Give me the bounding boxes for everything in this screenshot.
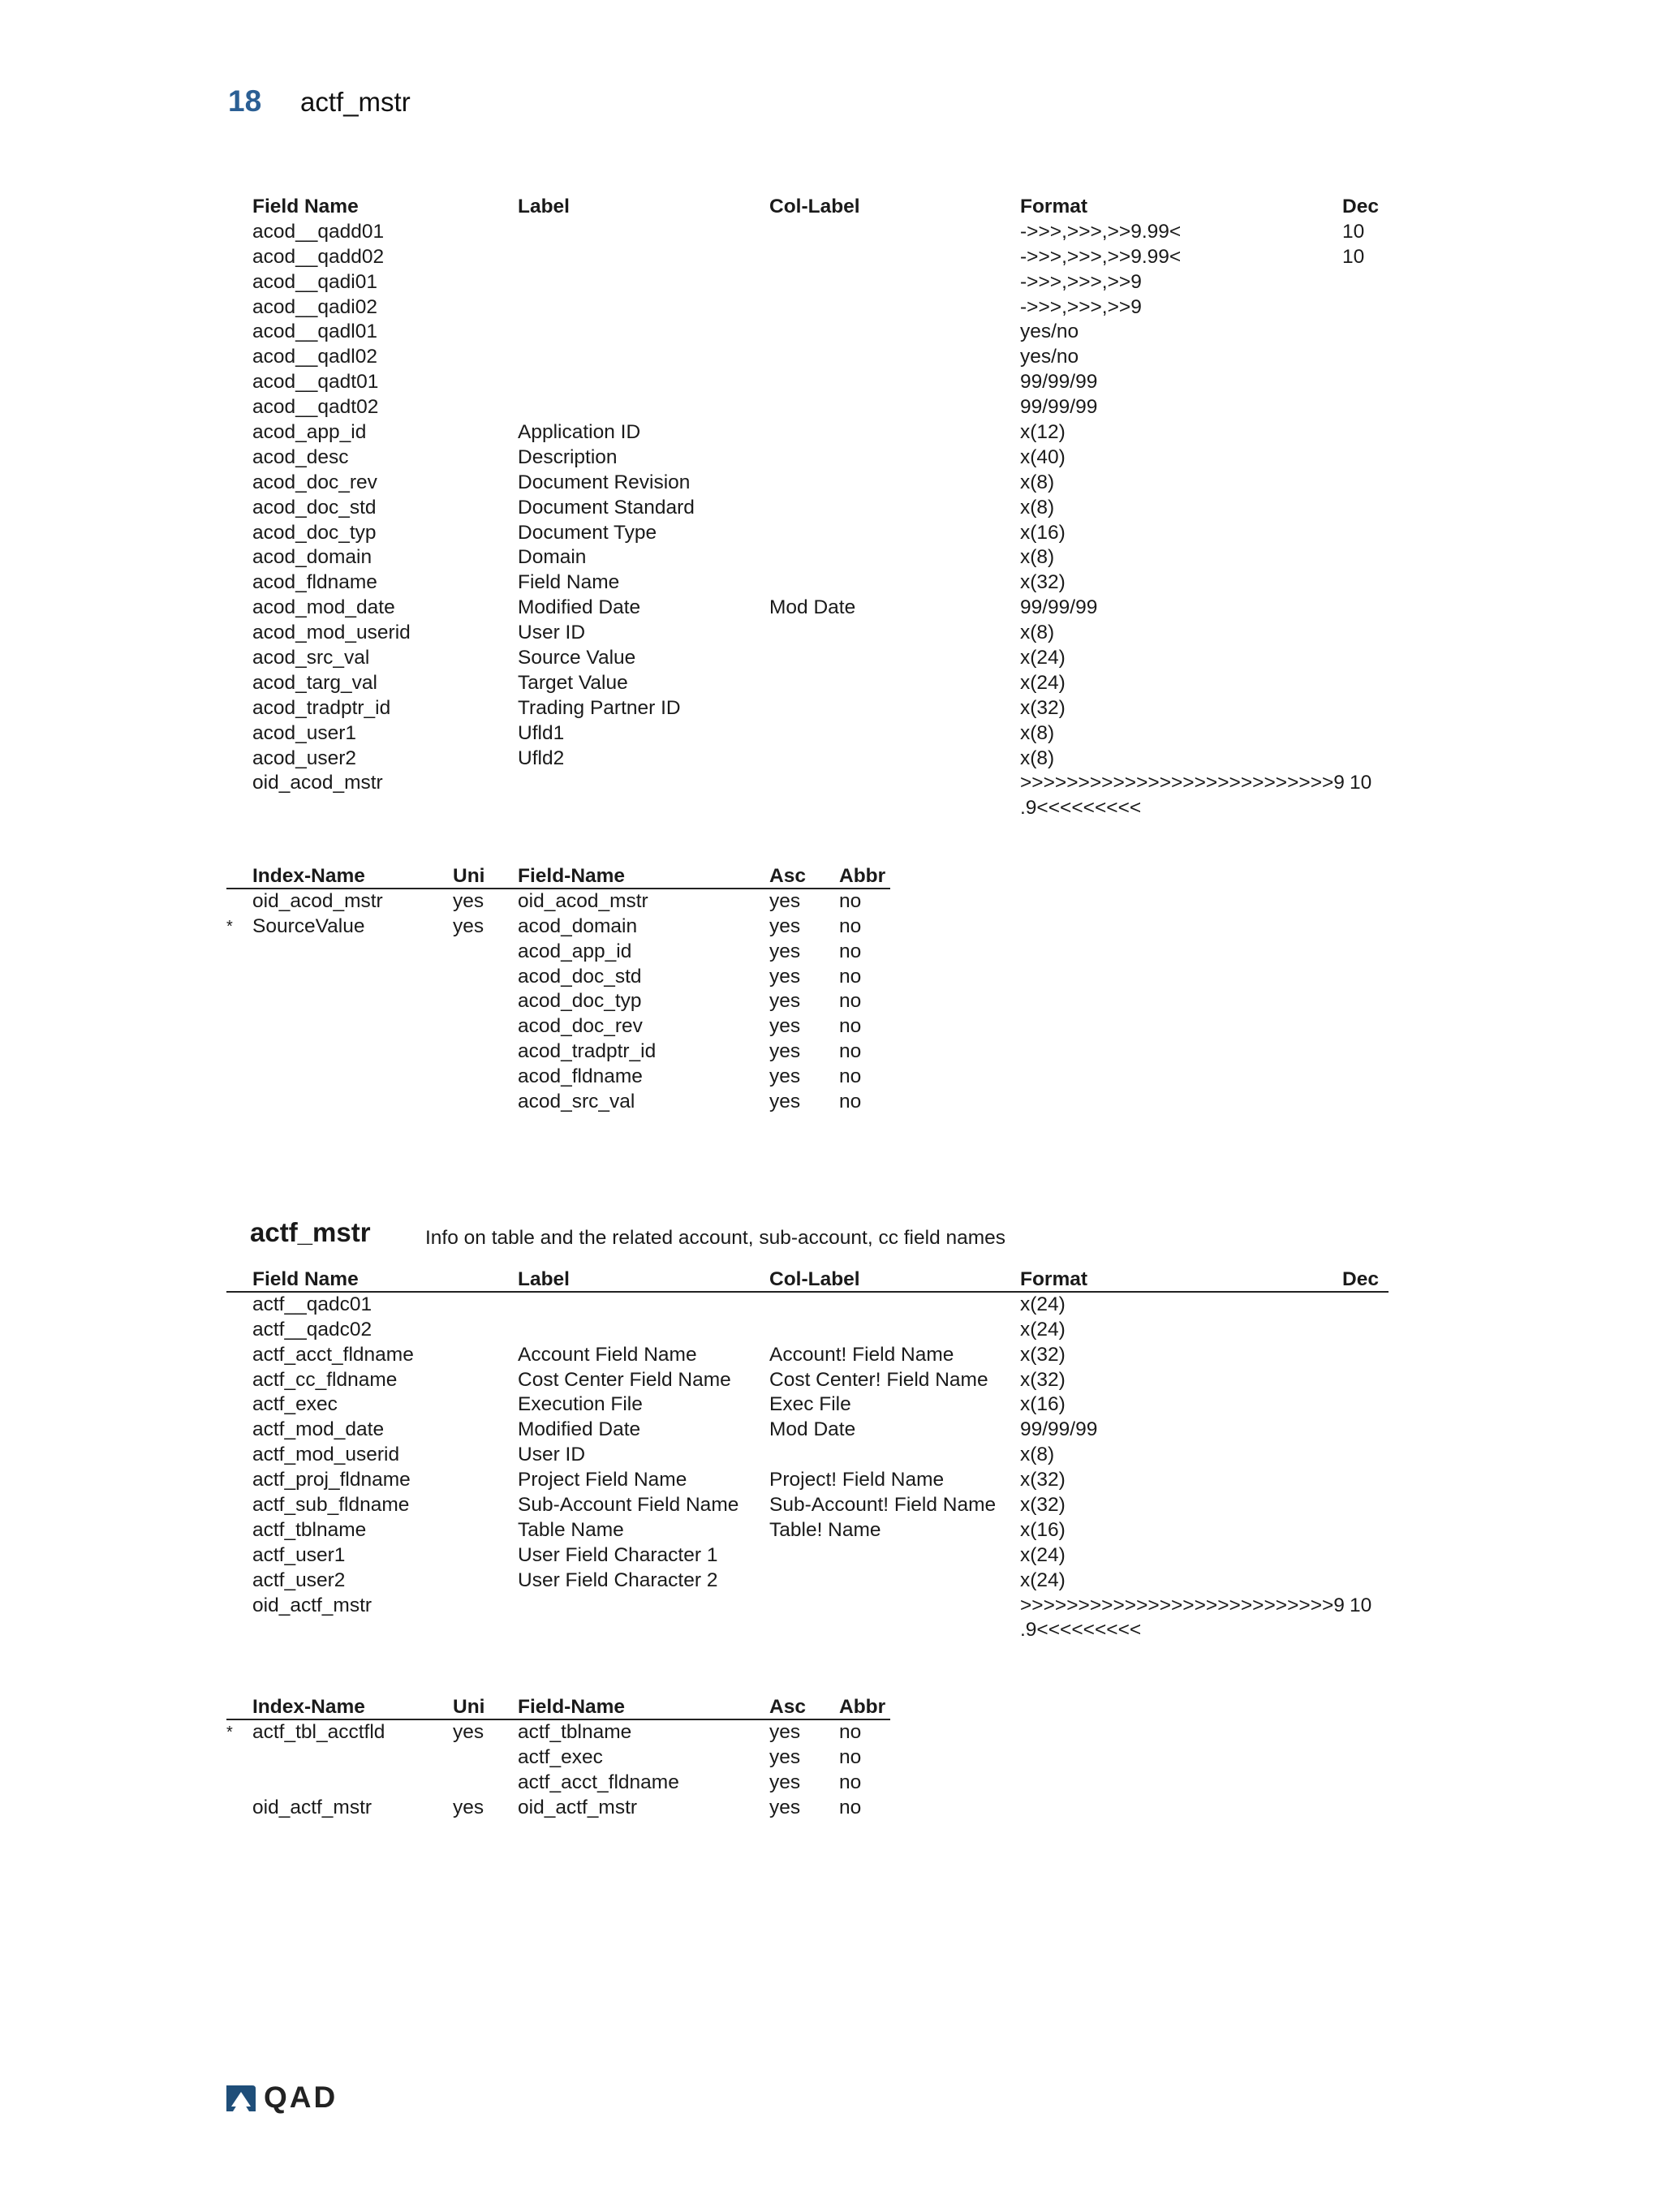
abbr-cell: no bbox=[839, 990, 862, 1013]
header-col-label: Col-Label bbox=[769, 1268, 860, 1290]
col-label-cell: Project! Field Name bbox=[769, 1469, 945, 1491]
col-label-cell: Mod Date bbox=[769, 596, 856, 619]
format-cell: >>>>>>>>>>>>>>>>>>>>>>>>>>>9 bbox=[1020, 772, 1345, 794]
format-cell: x(24) bbox=[1020, 1293, 1066, 1315]
asc-cell: yes bbox=[769, 965, 801, 988]
field-name-cell: actf_mod_userid bbox=[252, 1444, 400, 1466]
format-cell: 99/99/99 bbox=[1020, 396, 1098, 419]
index-name-cell: actf_tbl_acctfld bbox=[252, 1720, 385, 1743]
format-cell: 99/99/99 bbox=[1020, 371, 1098, 394]
field-name-cell: acod__qadt02 bbox=[252, 396, 379, 419]
index-name-cell: oid_acod_mstr bbox=[252, 889, 383, 912]
header-abbr: Abbr bbox=[839, 865, 886, 887]
field-name-cell: acod_mod_userid bbox=[252, 622, 411, 644]
field-name-cell: actf_acct_fldname bbox=[252, 1343, 414, 1366]
asc-cell: yes bbox=[769, 1745, 801, 1768]
field-name-cell: actf_acct_fldname bbox=[518, 1771, 679, 1793]
field-name-cell: actf_sub_fldname bbox=[252, 1494, 410, 1517]
format-cell: x(8) bbox=[1020, 546, 1055, 569]
field-name-cell: acod_mod_date bbox=[252, 596, 395, 619]
header-index-name: Index-Name bbox=[252, 1696, 365, 1718]
field-name-cell: oid_acod_mstr bbox=[252, 772, 383, 794]
dec-cell: 10 bbox=[1342, 220, 1365, 243]
field-name-cell: acod_doc_rev bbox=[252, 471, 377, 493]
field-name-cell: oid_actf_mstr bbox=[518, 1796, 638, 1818]
field-name-cell: actf_user2 bbox=[252, 1569, 346, 1591]
field-name-cell: acod_fldname bbox=[252, 571, 377, 594]
format-cell-continued: .9<<<<<<<<< bbox=[1020, 1619, 1142, 1642]
qad-logo-text: QAD bbox=[264, 2081, 338, 2114]
uni-cell: yes bbox=[453, 1796, 484, 1818]
field-name-cell: acod__qadd02 bbox=[252, 245, 385, 268]
asc-cell: yes bbox=[769, 889, 801, 912]
header-dec: Dec bbox=[1342, 196, 1379, 217]
format-cell: x(32) bbox=[1020, 1469, 1066, 1491]
label-cell: Project Field Name bbox=[518, 1469, 687, 1491]
header-field-name: Field-Name bbox=[518, 1696, 626, 1718]
field-name-cell: actf_proj_fldname bbox=[252, 1469, 411, 1491]
field-name-cell: acod_targ_val bbox=[252, 671, 377, 694]
field-name-cell: actf_user1 bbox=[252, 1543, 346, 1566]
field-name-cell: actf_cc_fldname bbox=[252, 1368, 398, 1391]
format-cell: x(12) bbox=[1020, 421, 1066, 444]
field-name-cell: oid_actf_mstr bbox=[252, 1594, 372, 1616]
col-label-cell: Exec File bbox=[769, 1393, 851, 1416]
field-name-cell: acod_doc_typ bbox=[518, 990, 642, 1013]
uni-cell: yes bbox=[453, 1720, 484, 1743]
format-cell: x(32) bbox=[1020, 1494, 1066, 1517]
field-name-cell: acod_app_id bbox=[252, 421, 367, 444]
field-name-cell: actf_tblname bbox=[252, 1518, 367, 1541]
field-name-cell: acod__qadd01 bbox=[252, 220, 385, 243]
format-cell: ->>>,>>>,>>9.99< bbox=[1020, 245, 1182, 268]
header-format: Format bbox=[1020, 196, 1088, 217]
abbr-cell: no bbox=[839, 1015, 862, 1038]
label-cell: Modified Date bbox=[518, 596, 641, 619]
format-cell: x(24) bbox=[1020, 647, 1066, 669]
section-title: actf_mstr bbox=[250, 1217, 371, 1247]
label-cell: Execution File bbox=[518, 1393, 643, 1416]
section-description: Info on table and the related account, sub-account, cc field names bbox=[425, 1227, 1006, 1249]
label-cell: User ID bbox=[518, 1444, 586, 1466]
format-cell: x(16) bbox=[1020, 521, 1066, 544]
header-uni: Uni bbox=[453, 1696, 485, 1718]
label-cell: Ufld2 bbox=[518, 747, 565, 769]
abbr-cell: no bbox=[839, 1065, 862, 1088]
format-cell: x(8) bbox=[1020, 496, 1055, 519]
header-asc: Asc bbox=[769, 865, 806, 887]
format-cell-continued: .9<<<<<<<<< bbox=[1020, 797, 1142, 820]
header-label: Label bbox=[518, 1268, 570, 1290]
field-name-cell: acod_desc bbox=[252, 445, 349, 468]
field-name-cell: actf__qadc02 bbox=[252, 1318, 372, 1341]
format-cell: x(24) bbox=[1020, 671, 1066, 694]
field-name-cell: acod__qadl02 bbox=[252, 346, 377, 368]
format-cell: x(32) bbox=[1020, 1343, 1066, 1366]
header-label: Label bbox=[518, 196, 570, 217]
asc-cell: yes bbox=[769, 1720, 801, 1743]
field-name-cell: actf__qadc01 bbox=[252, 1293, 372, 1315]
field-name-cell: acod__qadl01 bbox=[252, 321, 377, 343]
format-cell: x(24) bbox=[1020, 1569, 1066, 1591]
dec-cell: 10 bbox=[1350, 1594, 1372, 1616]
field-name-cell: acod_domain bbox=[252, 546, 372, 569]
uni-cell: yes bbox=[453, 889, 484, 912]
header-field-name: Field Name bbox=[252, 196, 359, 217]
col-label-cell: Cost Center! Field Name bbox=[769, 1368, 988, 1391]
field-name-cell: oid_acod_mstr bbox=[518, 889, 648, 912]
format-cell: yes/no bbox=[1020, 346, 1079, 368]
col-label-cell: Sub-Account! Field Name bbox=[769, 1494, 997, 1517]
format-cell: x(32) bbox=[1020, 571, 1066, 594]
label-cell: Cost Center Field Name bbox=[518, 1368, 731, 1391]
abbr-cell: no bbox=[839, 1745, 862, 1768]
label-cell: Document Revision bbox=[518, 471, 691, 493]
primary-index-marker: * bbox=[226, 1723, 233, 1741]
field-name-cell: acod_doc_std bbox=[518, 965, 642, 988]
format-cell: x(8) bbox=[1020, 747, 1055, 769]
field-name-cell: actf_tblname bbox=[518, 1720, 632, 1743]
label-cell: Document Type bbox=[518, 521, 657, 544]
abbr-cell: no bbox=[839, 940, 862, 962]
header-abbr: Abbr bbox=[839, 1696, 886, 1718]
header-col-label: Col-Label bbox=[769, 196, 860, 217]
abbr-cell: no bbox=[839, 889, 862, 912]
field-name-cell: acod_fldname bbox=[518, 1065, 643, 1088]
primary-index-marker: * bbox=[226, 917, 233, 936]
abbr-cell: no bbox=[839, 1720, 862, 1743]
format-cell: x(16) bbox=[1020, 1518, 1066, 1541]
label-cell: Ufld1 bbox=[518, 721, 565, 744]
format-cell: yes/no bbox=[1020, 321, 1079, 343]
asc-cell: yes bbox=[769, 1091, 801, 1113]
format-cell: x(16) bbox=[1020, 1393, 1066, 1416]
format-cell: ->>>,>>>,>>9 bbox=[1020, 295, 1142, 318]
label-cell: Description bbox=[518, 445, 618, 468]
label-cell: Domain bbox=[518, 546, 587, 569]
col-label-cell: Mod Date bbox=[769, 1418, 856, 1441]
uni-cell: yes bbox=[453, 914, 484, 937]
field-name-cell: acod__qadt01 bbox=[252, 371, 379, 394]
format-cell: >>>>>>>>>>>>>>>>>>>>>>>>>>>9 bbox=[1020, 1594, 1345, 1616]
field-name-cell: actf_exec bbox=[252, 1393, 338, 1416]
asc-cell: yes bbox=[769, 940, 801, 962]
label-cell: User Field Character 2 bbox=[518, 1569, 718, 1591]
abbr-cell: no bbox=[839, 1771, 862, 1793]
label-cell: User Field Character 1 bbox=[518, 1543, 718, 1566]
page-number: 18 bbox=[228, 84, 262, 118]
dec-cell: 10 bbox=[1342, 245, 1365, 268]
page-title: actf_mstr bbox=[300, 87, 411, 117]
field-name-cell: acod__qadi01 bbox=[252, 270, 377, 293]
header-field-name: Field Name bbox=[252, 1268, 359, 1290]
header-asc: Asc bbox=[769, 1696, 806, 1718]
field-name-cell: acod_domain bbox=[518, 914, 638, 937]
label-cell: Modified Date bbox=[518, 1418, 641, 1441]
format-cell: x(32) bbox=[1020, 1368, 1066, 1391]
asc-cell: yes bbox=[769, 1015, 801, 1038]
field-name-cell: acod__qadi02 bbox=[252, 295, 377, 318]
col-label-cell: Account! Field Name bbox=[769, 1343, 954, 1366]
abbr-cell: no bbox=[839, 1040, 862, 1063]
label-cell: Application ID bbox=[518, 421, 641, 444]
abbr-cell: no bbox=[839, 914, 862, 937]
label-cell: Document Standard bbox=[518, 496, 695, 519]
field-name-cell: acod_src_val bbox=[252, 647, 370, 669]
index-name-cell: oid_actf_mstr bbox=[252, 1796, 372, 1818]
format-cell: x(24) bbox=[1020, 1543, 1066, 1566]
header-format: Format bbox=[1020, 1268, 1088, 1290]
field-name-cell: acod_doc_rev bbox=[518, 1015, 643, 1038]
format-cell: 99/99/99 bbox=[1020, 596, 1098, 619]
format-cell: x(8) bbox=[1020, 622, 1055, 644]
asc-cell: yes bbox=[769, 1771, 801, 1793]
asc-cell: yes bbox=[769, 990, 801, 1013]
field-name-cell: actf_mod_date bbox=[252, 1418, 385, 1441]
asc-cell: yes bbox=[769, 1040, 801, 1063]
field-name-cell: acod_doc_typ bbox=[252, 521, 377, 544]
label-cell: Sub-Account Field Name bbox=[518, 1494, 739, 1517]
header-index-name: Index-Name bbox=[252, 865, 365, 887]
header-dec: Dec bbox=[1342, 1268, 1379, 1290]
col-label-cell: Table! Name bbox=[769, 1518, 881, 1541]
format-cell: x(32) bbox=[1020, 696, 1066, 719]
qad-logo-mark-icon bbox=[225, 2084, 257, 2113]
label-cell: Target Value bbox=[518, 671, 628, 694]
field-name-cell: acod_app_id bbox=[518, 940, 632, 962]
field-name-cell: acod_doc_std bbox=[252, 496, 377, 519]
label-cell: Field Name bbox=[518, 571, 620, 594]
format-cell: x(8) bbox=[1020, 1444, 1055, 1466]
label-cell: Account Field Name bbox=[518, 1343, 697, 1366]
field-name-cell: acod_src_val bbox=[518, 1091, 635, 1113]
label-cell: Trading Partner ID bbox=[518, 696, 681, 719]
asc-cell: yes bbox=[769, 914, 801, 937]
field-name-cell: acod_user1 bbox=[252, 721, 357, 744]
field-name-cell: actf_exec bbox=[518, 1745, 603, 1768]
format-cell: x(8) bbox=[1020, 471, 1055, 493]
abbr-cell: no bbox=[839, 1796, 862, 1818]
asc-cell: yes bbox=[769, 1065, 801, 1088]
field-name-cell: acod_user2 bbox=[252, 747, 357, 769]
index-name-cell: SourceValue bbox=[252, 914, 365, 937]
abbr-cell: no bbox=[839, 1091, 862, 1113]
format-cell: ->>>,>>>,>>9 bbox=[1020, 270, 1142, 293]
label-cell: Table Name bbox=[518, 1518, 624, 1541]
label-cell: Source Value bbox=[518, 647, 636, 669]
format-cell: x(40) bbox=[1020, 445, 1066, 468]
header-uni: Uni bbox=[453, 865, 485, 887]
format-cell: ->>>,>>>,>>9.99< bbox=[1020, 220, 1182, 243]
field-name-cell: acod_tradptr_id bbox=[252, 696, 391, 719]
field-name-cell: acod_tradptr_id bbox=[518, 1040, 657, 1063]
header-field-name: Field-Name bbox=[518, 865, 626, 887]
dec-cell: 10 bbox=[1350, 772, 1372, 794]
asc-cell: yes bbox=[769, 1796, 801, 1818]
format-cell: x(24) bbox=[1020, 1318, 1066, 1341]
abbr-cell: no bbox=[839, 965, 862, 988]
format-cell: x(8) bbox=[1020, 721, 1055, 744]
format-cell: 99/99/99 bbox=[1020, 1418, 1098, 1441]
label-cell: User ID bbox=[518, 622, 586, 644]
